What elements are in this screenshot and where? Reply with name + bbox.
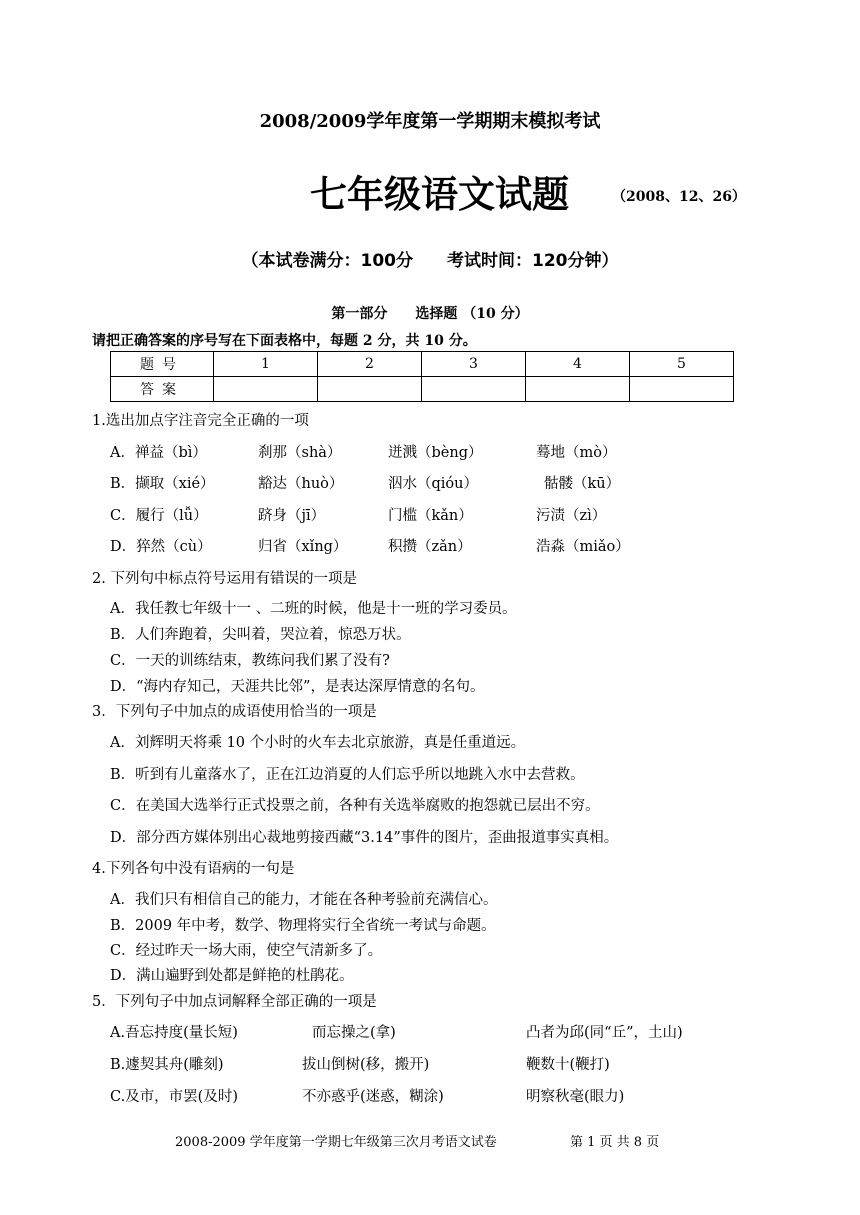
q3-option-d: D．部分西方媒体别出心裁地剪接西藏“3.14”事件的图片，歪曲报道事实真相。: [110, 830, 619, 846]
q1-option-c-2: 跻身（jī）: [258, 508, 326, 524]
q4-option-b: B．2009 年中考，数学、物理将实行全省统一考试与命题。: [110, 918, 496, 934]
exam-meta: （本试卷满分：100分 考试时间：120分钟）: [241, 251, 619, 271]
subject-title: 七年级语文试题: [310, 172, 569, 216]
q2-option-c: C．一天的训练结束，教练问我们累了没有?: [110, 653, 390, 669]
page-footer-text: 2008-2009 学年度第一学期七年级第三次月考语文试卷: [175, 1135, 497, 1150]
q5-option-c-1: C.及市，市罢(及时): [110, 1089, 239, 1105]
q5-option-b-2: 拔山倒树(移，搬开): [302, 1057, 430, 1073]
table-number-2: 2: [318, 352, 422, 377]
q1-option-b-4: 骷髅（kū）: [544, 476, 621, 492]
q5-option-b-3: 鞭数十(鞭打): [526, 1057, 610, 1073]
answer-cell-1[interactable]: [214, 377, 318, 402]
q1-option-d-2: 归省（xǐng）: [258, 539, 348, 555]
answer-table: [110, 351, 734, 402]
q5-option-a-3: 凸者为邱(同“丘”，土山): [526, 1025, 683, 1041]
q1-option-a-1: A．禅益（bì）: [110, 445, 207, 461]
q3-option-c: C．在美国大选举行正式投票之前，各种有关选举腐败的抱怨就已层出不穷。: [110, 798, 600, 814]
q2-option-b: B．人们奔跑着，尖叫着，哭泣着，惊恐万状。: [110, 627, 411, 643]
answer-cell-4[interactable]: [526, 377, 630, 402]
q3-option-b: B．听到有儿童落水了，正在江边消夏的人们忘乎所以地跳入水中去营救。: [110, 767, 585, 783]
table-label-answer: 答案: [111, 377, 214, 402]
section-instruction: 请把正确答案的序号写在下面表格中，每题 2 分，共 10 分。: [92, 333, 477, 349]
table-number-3: 3: [422, 352, 526, 377]
q1-option-c-1: C．履行（lǚ）: [110, 508, 208, 524]
q1-option-b-3: 泅水（qióu）: [388, 476, 478, 492]
q5-option-a-1: A.吾忘持度(量长短): [110, 1025, 238, 1041]
table-number-4: 4: [526, 352, 630, 377]
q1-option-a-3: 迸溅（bèng）: [388, 445, 483, 461]
q1-option-b-2: 豁达（huò）: [258, 476, 344, 492]
question-1-stem: 1.选出加点字注音完全正确的一项: [92, 413, 309, 429]
answer-cell-3[interactable]: [422, 377, 526, 402]
table-number-1: 1: [214, 352, 318, 377]
q4-option-d: D．满山遍野到处都是鲜艳的杜鹃花。: [110, 968, 354, 984]
q1-option-d-1: D．猝然（cù）: [110, 539, 212, 555]
answer-table-answer-row: [111, 377, 734, 402]
q5-option-c-2: 不亦惑乎(迷惑，糊涂): [302, 1089, 444, 1105]
q1-option-a-4: 蓦地（mò）: [536, 445, 617, 461]
page-number: 第 1 页 共 8 页: [570, 1135, 660, 1150]
table-label-question: 题号: [111, 352, 214, 377]
q4-option-a: A．我们只有相信自己的能力，才能在各种考验前充满信心。: [110, 892, 498, 908]
question-2-stem: 2. 下列句中标点符号运用有错误的一项是: [92, 571, 357, 587]
q3-option-a: A．刘辉明天将乘 10 个小时的火车去北京旅游，真是任重道远。: [110, 735, 526, 751]
exam-date: （2008、12、26）: [612, 189, 746, 205]
answer-cell-5[interactable]: [630, 377, 734, 402]
exam-title: 2008/2009学年度第一学期期末模拟考试: [259, 111, 601, 132]
answer-cell-2[interactable]: [318, 377, 422, 402]
table-number-5: 5: [630, 352, 734, 377]
q1-option-c-4: 污渍（zì）: [536, 508, 607, 524]
question-3-stem: 3．下列句子中加点的成语使用恰当的一项是: [92, 704, 377, 720]
q2-option-d: D．“海内存知己，天涯共比邻”，是表达深厚情意的名句。: [110, 679, 485, 695]
question-5-stem: 5．下列句子中加点词解释全部正确的一项是: [92, 994, 377, 1010]
q2-option-a: A．我任教七年级十一 、二班的时候，他是十一班的学习委员。: [110, 601, 517, 617]
q1-option-b-1: B．撷取（xié）: [110, 476, 215, 492]
q5-option-a-2: 而忘操之(拿): [312, 1025, 396, 1041]
question-4-stem: 4.下列各句中没有语病的一句是: [92, 861, 295, 877]
q1-option-a-2: 刹那（shà）: [258, 445, 342, 461]
q5-option-b-1: B.遽契其舟(雕刻): [110, 1057, 224, 1073]
q1-option-c-3: 门槛（kǎn）: [388, 508, 473, 524]
q4-option-c: C．经过昨天一场大雨，使空气清新多了。: [110, 943, 383, 959]
q1-option-d-3: 积攒（zǎn）: [388, 539, 472, 555]
q5-option-c-3: 明察秋毫(眼力): [526, 1089, 625, 1105]
section-title: 第一部分 选择题 （10 分）: [331, 306, 529, 322]
answer-table-header-row: [111, 352, 734, 377]
q1-option-d-4: 浩淼（miǎo）: [536, 539, 630, 555]
